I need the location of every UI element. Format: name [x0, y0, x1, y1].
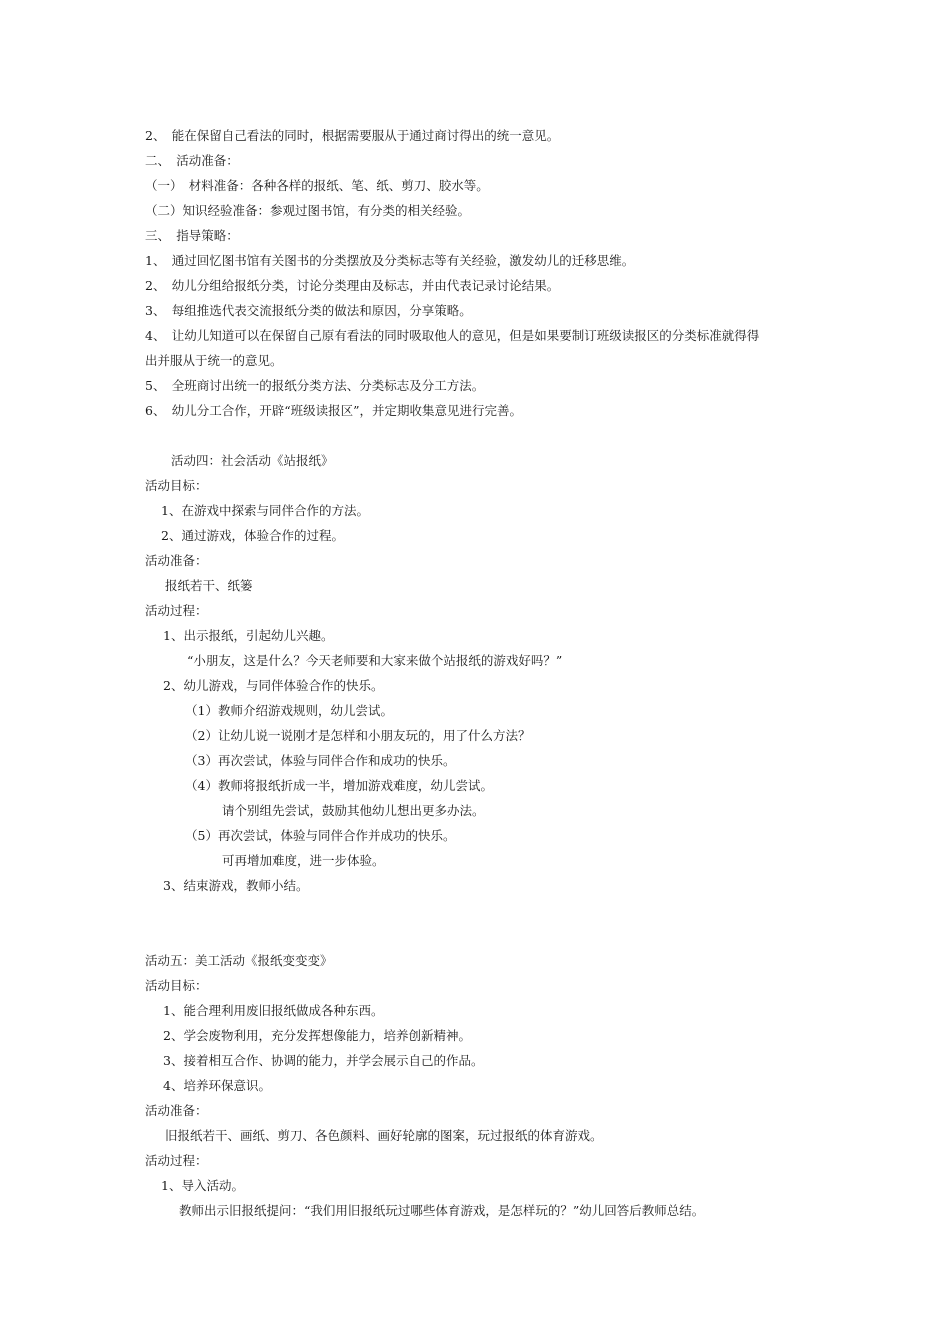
text-line: 4、 让幼儿知道可以在保留自己原有看法的同时吸取他人的意见，但是如果要制订班级读报区的分类标准就得得 — [145, 328, 760, 343]
text-line: 旧报纸若干、画纸、剪刀、各色颜料、画好轮廓的图案，玩过报纸的体育游戏。 — [165, 1128, 603, 1143]
text-line: 3、接着相互合作、协调的能力，并学会展示自己的作品。 — [163, 1053, 484, 1068]
text-line: 6、 幼儿分工合作，开辟“班级读报区”，并定期收集意见进行完善。 — [145, 403, 522, 418]
text-line: 1、 通过回忆图书馆有关图书的分类摆放及分类标志等有关经验，激发幼儿的迁移思维。 — [145, 253, 635, 268]
text-line: 2、通过游戏，体验合作的过程。 — [161, 528, 344, 543]
text-line: 2、幼儿游戏，与同伴体验合作的快乐。 — [163, 678, 384, 693]
text-line: 报纸若干、纸篓 — [165, 578, 253, 593]
text-line: （二）知识经验准备：参观过图书馆，有分类的相关经验。 — [145, 203, 471, 218]
text-line: （5）再次尝试，体验与同伴合作并成功的快乐。 — [185, 828, 456, 843]
text-line: 出并服从于统一的意见。 — [145, 353, 283, 368]
text-line: 2、 能在保留自己看法的同时，根据需要服从于通过商讨得出的统一意见。 — [145, 128, 560, 143]
text-line: 1、出示报纸，引起幼儿兴趣。 — [163, 628, 334, 643]
text-line: 活动过程： — [145, 603, 208, 618]
text-line: 4、培养环保意识。 — [163, 1078, 271, 1093]
text-line: （1）教师介绍游戏规则，幼儿尝试。 — [185, 703, 393, 718]
text-line: 1、在游戏中探索与同伴合作的方法。 — [161, 503, 369, 518]
text-line: 活动目标： — [145, 978, 208, 993]
text-line: （4）教师将报纸折成一半，增加游戏难度，幼儿尝试。 — [185, 778, 493, 793]
text-line: 3、 每组推选代表交流报纸分类的做法和原因，分享策略。 — [145, 303, 472, 318]
text-line: 二、 活动准备： — [145, 153, 239, 168]
text-line: （3）再次尝试，体验与同伴合作和成功的快乐。 — [185, 753, 456, 768]
text-line: 活动目标： — [145, 478, 208, 493]
text-line: 活动准备： — [145, 1103, 208, 1118]
text-line: 教师出示旧报纸提问：“我们用旧报纸玩过哪些体育游戏，是怎样玩的？”幼儿回答后教师总结。 — [179, 1203, 705, 1218]
text-line: 2、 幼儿分组给报纸分类，讨论分类理由及标志，并由代表记录讨论结果。 — [145, 278, 560, 293]
text-line: 2、学会废物利用，充分发挥想像能力，培养创新精神。 — [163, 1028, 471, 1043]
text-line: （一） 材料准备：各种各样的报纸、笔、纸、剪刀、胶水等。 — [145, 178, 489, 193]
text-line: 3、结束游戏，教师小结。 — [163, 878, 309, 893]
text-line: 1、导入活动。 — [161, 1178, 244, 1193]
text-line: 活动过程： — [145, 1153, 208, 1168]
text-line: 可再增加难度，进一步体验。 — [222, 853, 385, 868]
text-line: 活动准备： — [145, 553, 208, 568]
text-line: 活动五：美工活动《报纸变变变》 — [145, 953, 333, 968]
text-line: 请个别组先尝试，鼓励其他幼儿想出更多办法。 — [222, 803, 485, 818]
text-line: （2）让幼儿说一说刚才是怎样和小朋友玩的，用了什么方法？ — [185, 728, 531, 743]
text-line: 三、 指导策略： — [145, 228, 239, 243]
text-line: “小朋友，这是什么？今天老师要和大家来做个站报纸的游戏好吗？” — [187, 653, 563, 668]
text-line: 5、 全班商讨出统一的报纸分类方法、分类标志及分工方法。 — [145, 378, 485, 393]
text-line: 1、能合理利用废旧报纸做成各种东西。 — [163, 1003, 384, 1018]
text-line: 活动四：社会活动《站报纸》 — [171, 453, 334, 468]
